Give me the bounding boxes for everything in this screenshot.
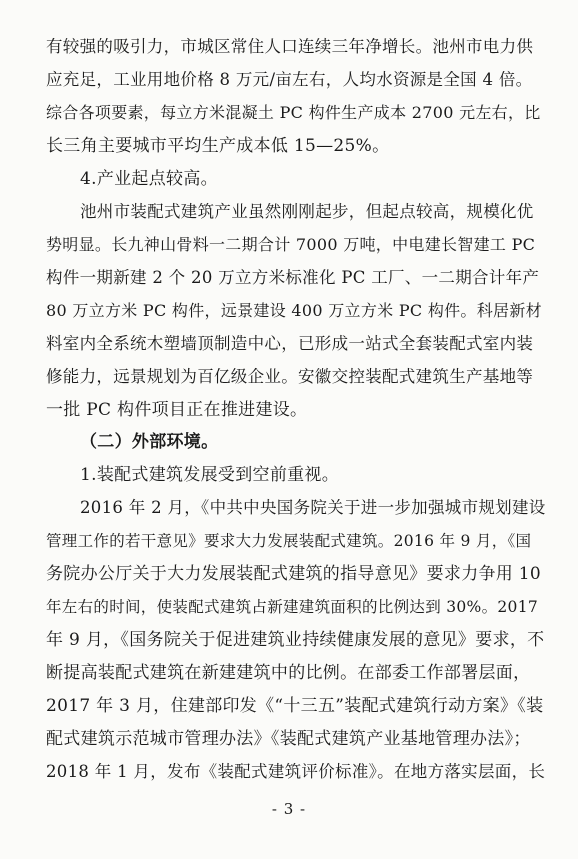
paragraph-line: 2016 年 2 月，《中共中央国务院关于进一步加强城市规划建设 (80, 498, 546, 517)
paragraph-line: 应充足，工业用地价格 8 万元/亩左右，人均水资源是全国 4 倍。 (46, 70, 533, 89)
paragraph-line: 池州市装配式建筑产业虽然刚刚起步，但起点较高，规模化优 (80, 202, 534, 221)
section-heading: 1.装配式建筑发展受到空前重视。 (80, 465, 340, 485)
paragraph-line: 管理工作的若干意见》要求大力发展装配式建筑。2016 年 9 月，《国 (46, 532, 532, 550)
paragraph-line: 长三角主要城市平均生产成本低 15—25%。 (46, 136, 390, 156)
paragraph-line: 断提高装配式建筑在新建建筑中的比例。在部委工作部署层面， (46, 663, 531, 683)
page-number: - 3 - (271, 800, 307, 818)
paragraph-line: 配式建筑示范城市管理办法》《装配式建筑产业基地管理办法》； (46, 729, 531, 749)
paragraph-line: 年左右的时间，使装配式建筑占新建建筑面积的比例达到 30%。2017 (46, 598, 539, 616)
section-heading: 4.产业起点较高。 (80, 169, 218, 189)
paragraph-line: 修能力，远景规划为百亿级企业。安徽交控装配式建筑生产基地等 (46, 367, 534, 386)
paragraph-line: 年 9 月，《国务院关于促进建筑业持续健康发展的意见》要求，不 (46, 630, 545, 650)
paragraph-line: 2017 年 3 月，住建部印发《“十三五”装配式建筑行动方案》《装 (46, 696, 544, 716)
paragraph-line: 构件一期新建 2 个 20 万立方米标准化 PC 工厂、一二期合计年产 (46, 268, 540, 287)
paragraph-line: 一批 PC 构件项目正在推进建设。 (46, 400, 308, 420)
paragraph-line: 有较强的吸引力，市城区常住人口连续三年净增长。池州市电力供 (46, 37, 534, 56)
paragraph-line: 80 万立方米 PC 构件，远景建设 400 万立方米 PC 构件。科居新材 (46, 301, 542, 320)
paragraph-line: 务院办公厅关于大力发展装配式建筑的指导意见》要求力争用 10 (46, 564, 542, 584)
section-heading: （二）外部环境。 (80, 432, 219, 452)
paragraph-line: 2018 年 1 月，发布《装配式建筑评价标准》。在地方落实层面，长 (46, 762, 546, 781)
paragraph-line: 势明显。长九神山骨料一二期合计 7000 万吨，中电建长智建工 PC (46, 235, 536, 254)
paragraph-line: 综合各项要素，每立方米混凝土 PC 构件生产成本 2700 元左右，比 (46, 103, 541, 122)
paragraph-line: 料室内全系统木塑墙顶制造中心，已形成一站式全套装配式室内装 (46, 334, 534, 353)
